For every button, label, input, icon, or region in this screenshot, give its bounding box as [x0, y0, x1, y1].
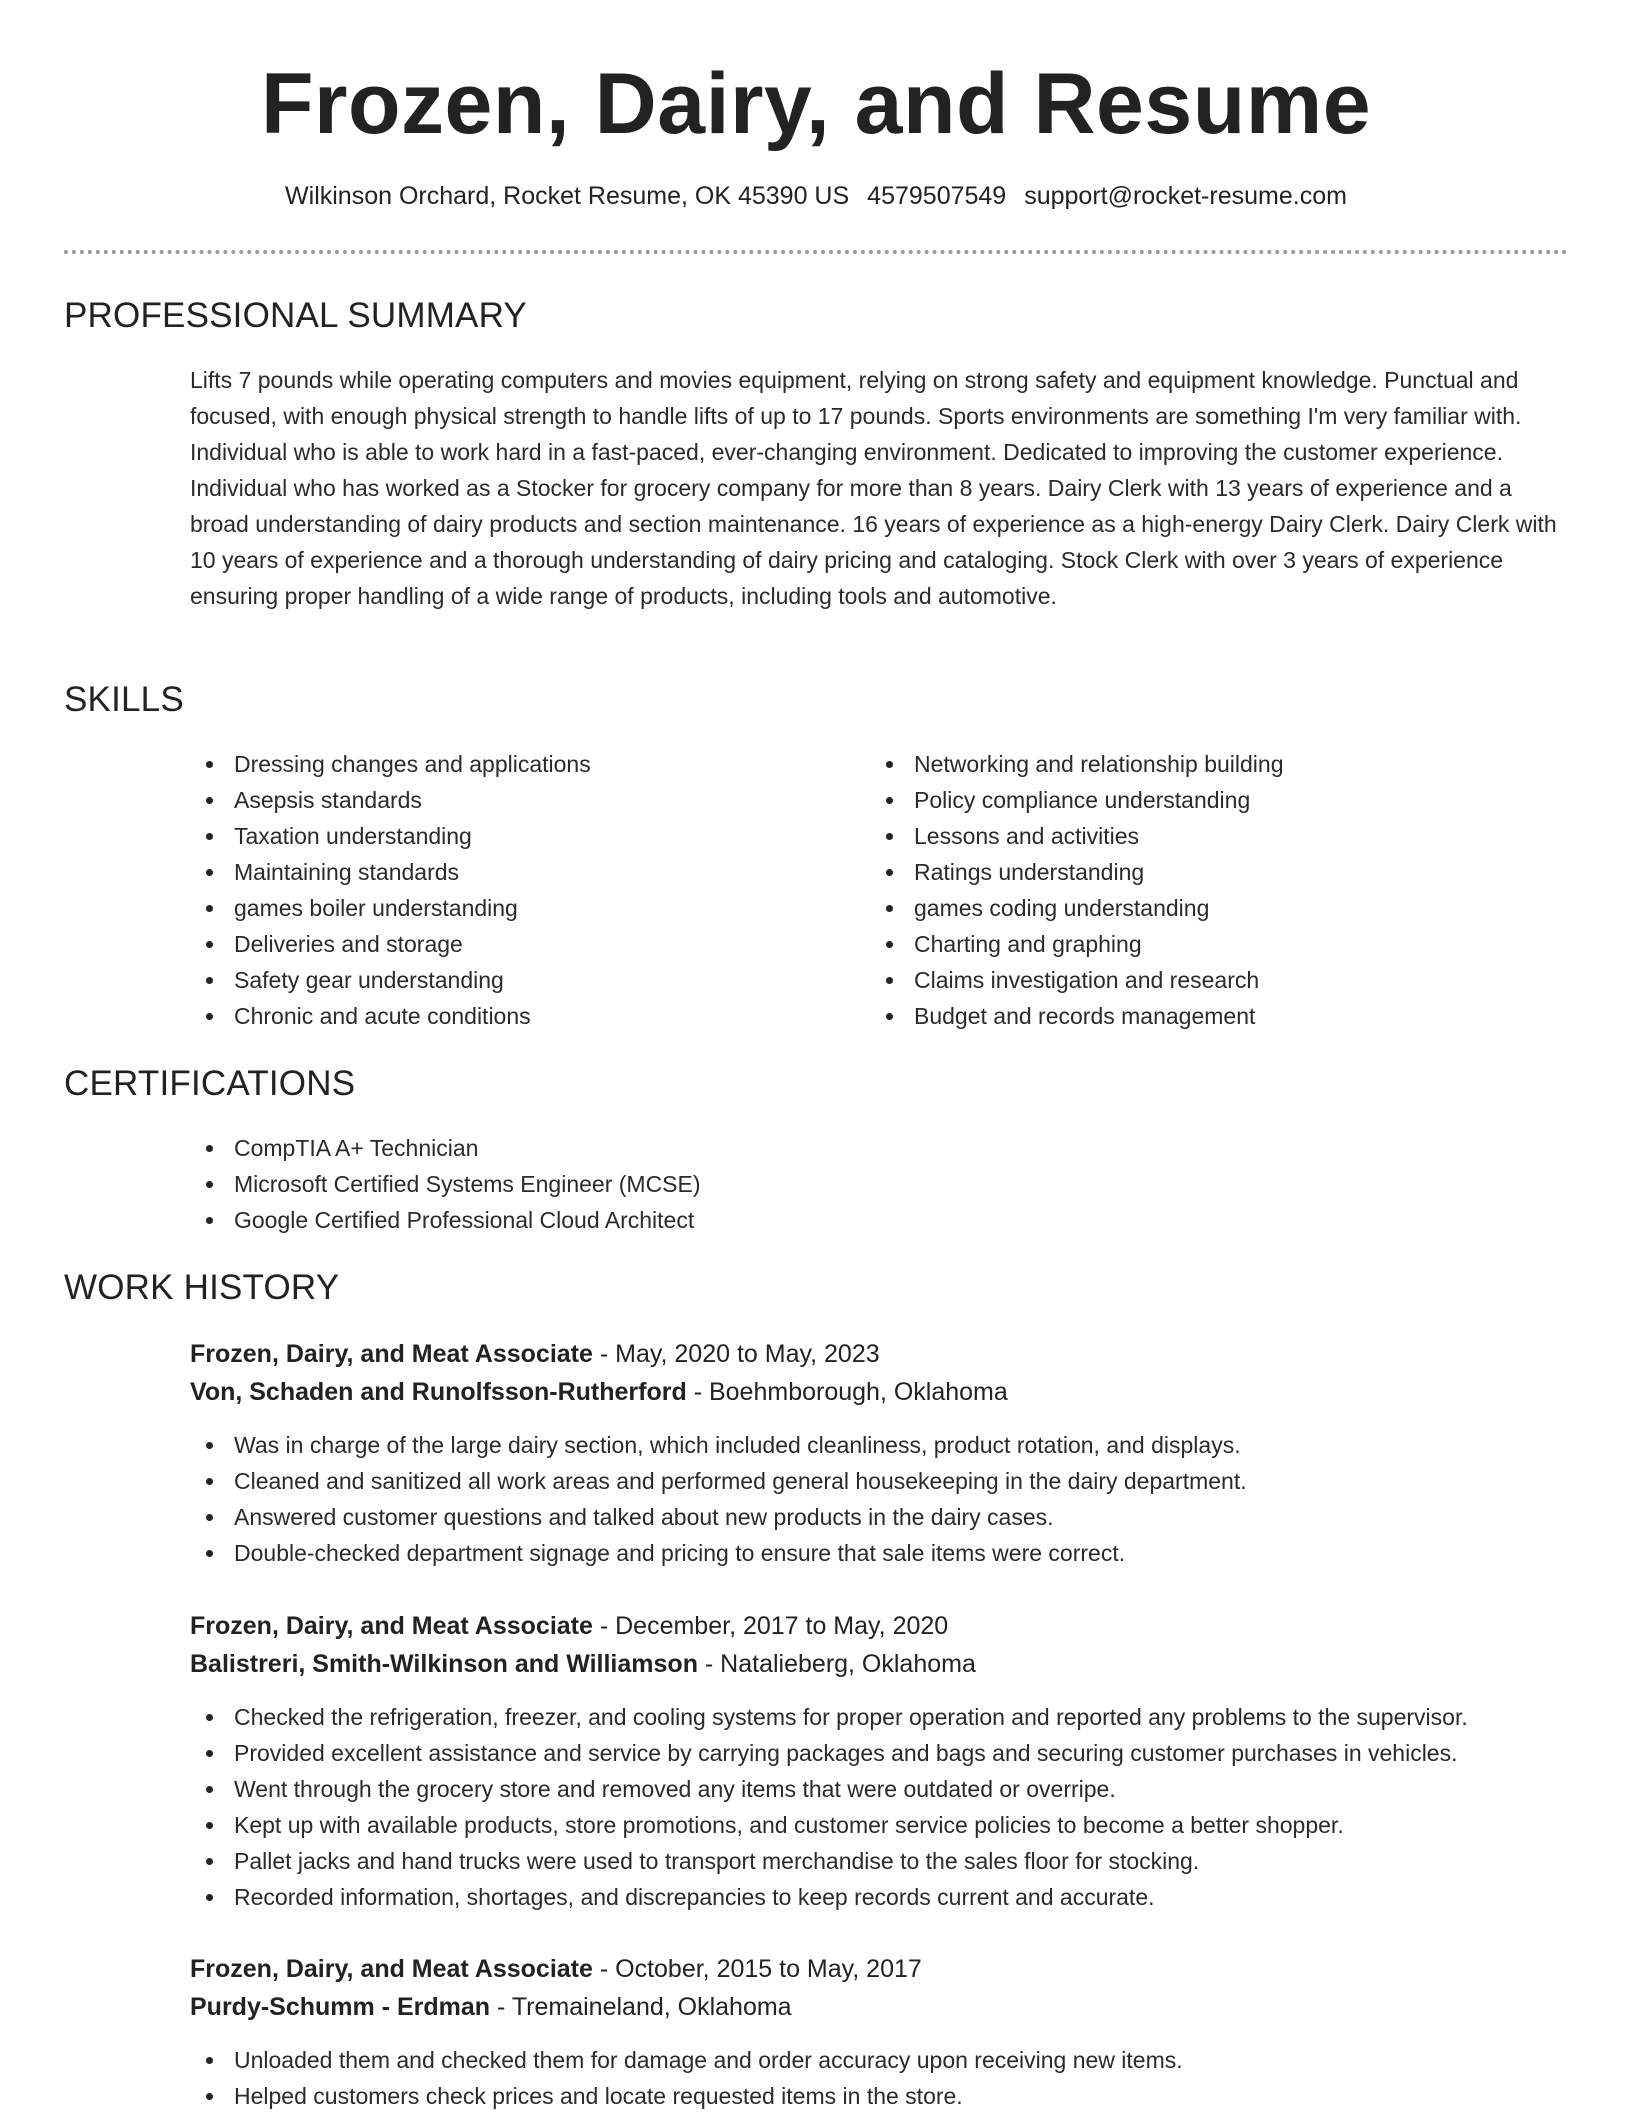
section-title-skills: SKILLS: [64, 680, 184, 719]
job-dates: - May, 2020 to May, 2023: [592, 1340, 880, 1368]
resume-page: [64, 0, 1568, 2109]
job-company: Von, Schaden and Runolfsson-Rutherford: [190, 1378, 687, 1406]
job-company: Balistreri, Smith-Wilkinson and Williamson: [190, 1650, 698, 1678]
skill-item: games coding understanding: [870, 890, 1530, 926]
job-entry: [190, 1950, 1570, 2114]
job-company-line: [190, 1988, 1570, 2026]
contact-phone: 4579507549: [867, 182, 1007, 210]
skill-item: Chronic and acute conditions: [190, 998, 850, 1034]
job-bullet: Was in charge of the large dairy section, which included cleanliness, product rotation, and displays.: [190, 1427, 1570, 1463]
skill-item: Networking and relationship building: [870, 746, 1530, 782]
job-bullet: Provided excellent assistance and service by carrying packages and bags and securing customer purchases in vehicles.: [190, 1735, 1570, 1771]
certification-item: CompTIA A+ Technician: [190, 1130, 1570, 1166]
job-bullet: Helped customers check prices and locate requested items in the store.: [190, 2078, 1570, 2114]
section-title-certifications: CERTIFICATIONS: [64, 1064, 356, 1103]
job-company: Purdy-Schumm - Erdman: [190, 1993, 491, 2021]
skill-item: Policy compliance understanding: [870, 782, 1530, 818]
job-dates: - October, 2015 to May, 2017: [592, 1955, 922, 1983]
job-role-line: [190, 1335, 1570, 1373]
skills-column-right: [870, 746, 1530, 1034]
job-location: - Boehmborough, Oklahoma: [686, 1378, 1008, 1406]
job-dates: - December, 2017 to May, 2020: [592, 1612, 949, 1640]
job-location: - Natalieberg, Oklahoma: [697, 1650, 976, 1678]
summary-text: Lifts 7 pounds while operating computers and movies equipment, relying on strong safety and equipment knowledge. Punctual and focused, with enough physical strength to handle lifts of up to 17 pounds. Sports environments are something I'm very familiar with. Individual who is able to work hard in a fast-paced, ever-changing environment. Dedicated to improving the customer experience. Individual who has worked as a Stocker for grocery company for more than 8 years. Dairy Clerk with 13 years of experience and a broad understanding of dairy products and section maintenance. 16 years of experience as a high-energy Dairy Clerk. Dairy Clerk with 10 years of experience and a thorough understanding of dairy pricing and cataloging. Stock Clerk with over 3 years of experience ensuring proper handling of a wide range of products, including tools and automotive.: [190, 367, 1557, 609]
skill-item: Maintaining standards: [190, 854, 850, 890]
job-bullet: Kept up with available products, store promotions, and customer service policies to become a better shopper.: [190, 1807, 1570, 1843]
skill-item: Lessons and activities: [870, 818, 1530, 854]
job-bullet: Cleaned and sanitized all work areas and performed general housekeeping in the dairy department.: [190, 1463, 1570, 1499]
header-divider: [64, 250, 1568, 254]
skill-item: Taxation understanding: [190, 818, 850, 854]
job-bullet: Answered customer questions and talked about new products in the dairy cases.: [190, 1499, 1570, 1535]
resume-name: Frozen, Dairy, and Resume: [260, 56, 1372, 152]
skill-item: Budget and records management: [870, 998, 1530, 1034]
skill-item: Ratings understanding: [870, 854, 1530, 890]
summary-block: [190, 362, 1570, 614]
contact-address: Wilkinson Orchard, Rocket Resume, OK 45390 US: [285, 182, 850, 210]
job-company-line: [190, 1373, 1570, 1411]
certification-item: Microsoft Certified Systems Engineer (MCSE): [190, 1166, 1570, 1202]
job-role-line: [190, 1950, 1570, 1988]
contact-line: [64, 180, 1568, 212]
skills-column-left: [190, 746, 850, 1034]
skill-item: Charting and graphing: [870, 926, 1530, 962]
job-role: Frozen, Dairy, and Meat Associate: [190, 1612, 593, 1640]
job-role: Frozen, Dairy, and Meat Associate: [190, 1955, 593, 1983]
skill-item: Asepsis standards: [190, 782, 850, 818]
skill-item: Claims investigation and research: [870, 962, 1530, 998]
certification-item: Google Certified Professional Cloud Architect: [190, 1202, 1570, 1238]
job-role-line: [190, 1607, 1570, 1645]
contact-email: support@rocket-resume.com: [1024, 182, 1347, 210]
job-role: Frozen, Dairy, and Meat Associate: [190, 1340, 593, 1368]
job-bullet: Double-checked department signage and pricing to ensure that sale items were correct.: [190, 1535, 1570, 1571]
skill-item: Safety gear understanding: [190, 962, 850, 998]
job-bullet: Unloaded them and checked them for damage and order accuracy upon receiving new items.: [190, 2042, 1570, 2078]
skill-item: games boiler understanding: [190, 890, 850, 926]
skill-item: Deliveries and storage: [190, 926, 850, 962]
job-location: - Tremaineland, Oklahoma: [490, 1993, 792, 2021]
job-bullet: Went through the grocery store and removed any items that were outdated or overripe.: [190, 1771, 1570, 1807]
certifications-block: [190, 1130, 1570, 1238]
job-entry: [190, 1607, 1570, 1915]
job-company-line: [190, 1645, 1570, 1683]
job-bullet: Checked the refrigeration, freezer, and cooling systems for proper operation and reported any problems to the supervisor.: [190, 1699, 1570, 1735]
job-bullet: Recorded information, shortages, and discrepancies to keep records current and accurate.: [190, 1879, 1570, 1915]
job-entry: [190, 1335, 1570, 1571]
section-title-work-history: WORK HISTORY: [64, 1268, 340, 1307]
skill-item: Dressing changes and applications: [190, 746, 850, 782]
job-bullet: Pallet jacks and hand trucks were used to transport merchandise to the sales floor for stocking.: [190, 1843, 1570, 1879]
section-title-summary: PROFESSIONAL SUMMARY: [64, 296, 527, 335]
